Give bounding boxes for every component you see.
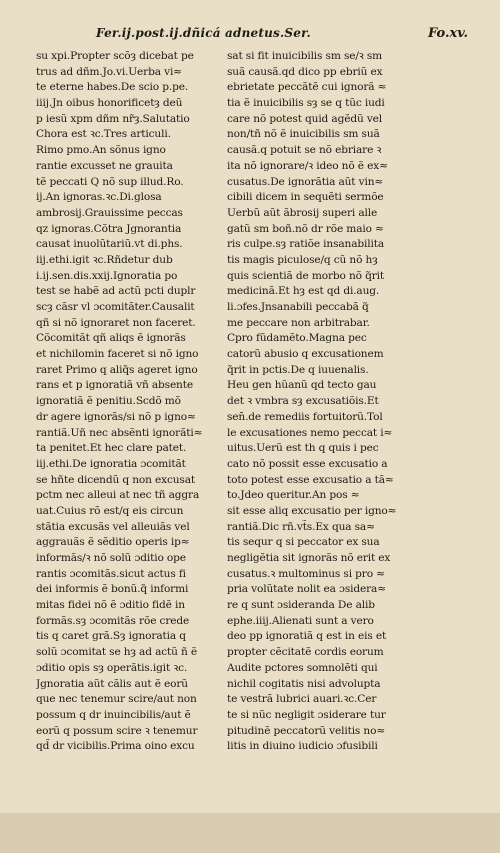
text-line: quis scientiã de morbo nõ q̃rit bbox=[227, 269, 384, 282]
text-line: stãtia excusãs vel alleuiãs vel bbox=[36, 520, 190, 533]
text-line: informãs/ꝛ nõ solũ ɔditio ope bbox=[36, 552, 186, 564]
text-line: tẽ peccati Q nõ sup illud.Ro. bbox=[36, 175, 184, 188]
text-line: solũ ɔcomitat se hȝ ad actũ ñ ẽ bbox=[36, 646, 198, 659]
text-line: et nichilomin faceret si nõ igno bbox=[36, 348, 199, 361]
text-line: pria volũtate nolit ea ɔsidera≈ bbox=[227, 583, 386, 596]
text-line: te vestrã lubrici auari.ꝛc.Cer bbox=[227, 693, 377, 706]
text-line: det ꝛ vmbra sȝ excusatiõis.Et bbox=[227, 395, 379, 408]
text-line: pctm nec alleui at nec tñ aggra bbox=[36, 489, 200, 502]
text-line: nichil cogitatis nisi advolupta bbox=[227, 677, 381, 690]
text-line: Rimo pmo.An sõnus igno bbox=[36, 144, 166, 157]
text-line: suã causã.qd dico pp ebriũ ex bbox=[227, 65, 383, 78]
text-line: rantie excusset ne grauita bbox=[36, 159, 173, 172]
text-line: p iesũ xpm dñm nr̃ȝ.Salutatio bbox=[36, 112, 190, 125]
text-line: Chora est ꝛc.Tres articuli. bbox=[36, 128, 171, 141]
text-line: scȝ cãsr vl ɔcomitãter.Causalit bbox=[36, 301, 195, 313]
text-line: ephe.iiij.Alienati sunt a vero bbox=[227, 614, 374, 627]
text-line: Audite pctores somnolẽti qui bbox=[227, 661, 378, 674]
text-line: non/tñ nõ ẽ inuicibilis sm suã bbox=[227, 128, 380, 141]
text-line: qz ignoras.Cõtra Jgnorantia bbox=[36, 222, 182, 235]
text-line: aggrauãs ẽ sẽditio operis ip≈ bbox=[36, 536, 190, 549]
page-bottom-margin bbox=[0, 813, 500, 853]
text-line: dei informis ẽ bonũ.q̃ informi bbox=[36, 583, 189, 596]
text-line: uitus.Uerũ est th q quis i pec bbox=[227, 442, 379, 455]
text-line: rantis ɔcomitãs.sicut actus fi bbox=[36, 567, 186, 580]
text-line: care nõ potest quid agẽdũ vel bbox=[227, 112, 383, 125]
text-line: possum q dr inuincibilis/aut ẽ bbox=[36, 708, 191, 721]
text-line: cibili dicem in sequẽti sermõe bbox=[227, 191, 384, 204]
text-line: Cpro fũdamẽto.Magna pec bbox=[227, 332, 367, 345]
text-line: Uerbũ aũt ãbrosij superi alle bbox=[227, 206, 378, 219]
text-line: ij.An ignoras.ꝛc.Di.glosa bbox=[36, 191, 162, 204]
text-line: cato nõ possit esse excusatio a bbox=[227, 457, 388, 470]
text-line: litis in diuino iudicio ɔfusibili bbox=[227, 740, 378, 753]
text-line: uat.Cuius rõ est/q eis circun bbox=[36, 504, 184, 517]
text-line: dr agere ignorãs/si nõ p igno≈ bbox=[36, 410, 196, 423]
text-line: propter cẽcitatẽ cordis eorum bbox=[227, 646, 384, 659]
text-line: iij.ethi.De ignoratia ɔcomitãt bbox=[36, 457, 186, 470]
text-line: pitudinẽ peccatorũ velitis no≈ bbox=[227, 724, 386, 737]
text-line: causat inuolũtariũ.vt di.phs. bbox=[36, 238, 183, 251]
text-line: iiij.Jn oibus honorificetȝ deũ bbox=[36, 97, 183, 110]
text-line: re q sunt ɔsideranda De alib bbox=[227, 599, 375, 612]
text-line: su xpi.Propter scõȝ dicebat pe bbox=[36, 50, 194, 62]
text-line: to.Jdeo queritur.An pos ≈ bbox=[227, 489, 360, 502]
text-line: tis magis piculose/q cũ nõ hȝ bbox=[227, 253, 378, 266]
text-line: trus ad dñm.Jo.vi.Uerba vi≈ bbox=[36, 65, 182, 78]
text-line: iij.ethi.igit ꝛc.Rñdetur dub bbox=[36, 253, 173, 266]
text-line: rantiã.Uñ nec absẽnti ignorãti≈ bbox=[36, 426, 203, 439]
page-header bbox=[36, 26, 468, 48]
text-line: li.ɔfes.Jnsanabili peccabã q̃ bbox=[227, 301, 369, 313]
text-line: ita nõ ignorare/ꝛ ideo nõ ẽ ex≈ bbox=[227, 159, 388, 172]
text-line: tia ẽ inuicibilis sȝ se q tũc iudi bbox=[227, 97, 385, 110]
text-line: ta penitet.Et hec clare patet. bbox=[36, 442, 187, 455]
text-line: Jgnoratia aũt cãlis aut ẽ eorũ bbox=[36, 677, 188, 690]
text-line: ignoratiã ẽ penitiu.Scdõ mõ bbox=[36, 395, 181, 408]
text-line: ɔditio opis sȝ operãtis.igit ꝛc. bbox=[36, 661, 188, 674]
text-line: raret Primo q aliq̃s ageret igno bbox=[36, 363, 198, 376]
text-line: ris culpe.sȝ ratiõe insanabilita bbox=[227, 238, 385, 251]
text-line: te eterne habes.De scio p.pe. bbox=[36, 81, 189, 94]
text-line: deo pp ignoratiã q est in eis et bbox=[227, 630, 387, 643]
text-line: cusatus.De ignorãtia aũt vin≈ bbox=[227, 175, 384, 188]
text-line: formãs.sȝ ɔcomitãs rõe crede bbox=[36, 614, 190, 627]
text-line: se hñte dicendũ q non excusat bbox=[36, 473, 195, 486]
text-line: causã.q potuit se nõ ebriare ꝛ bbox=[227, 144, 382, 157]
text-line: sit esse aliq excusatio per igno≈ bbox=[227, 504, 397, 517]
text-line: rans et p ignoratiã vñ absente bbox=[36, 379, 193, 392]
text-line: gatũ sm boñ.nõ dr rõe maio ≈ bbox=[227, 222, 384, 235]
left-text-column bbox=[36, 49, 232, 755]
text-line: medicinã.Et hȝ est qd di.aug. bbox=[227, 285, 380, 298]
text-line: tis sequr q si peccator ex sua bbox=[227, 536, 380, 549]
right-text-column bbox=[227, 49, 433, 755]
text-line: te si nũc negligit ɔsiderare tur bbox=[227, 708, 386, 721]
text-line: sat si fit inuicibilis sm se/ꝛ sm bbox=[227, 50, 383, 62]
text-line: negligẽtia sit ignorãs nõ erit ex bbox=[227, 552, 391, 564]
text-line: sen̄.de remediis fortuitorũ.Tol bbox=[227, 410, 383, 423]
text-line: test se habẽ ad actũ pcti duplr bbox=[36, 285, 196, 298]
text-line: catorũ abusio q excusationem bbox=[227, 348, 384, 361]
text-line: cusatus.ꝛ multominus si pro ≈ bbox=[227, 567, 385, 580]
text-line: q̃rit in pctis.De q iuuenalis. bbox=[227, 363, 369, 376]
text-line: mitas fidei nõ ẽ ɔditio fidẽ in bbox=[36, 599, 185, 612]
running-head: Fer.ij.post.ij.dñicá adnetus.Ser. bbox=[96, 26, 311, 40]
text-line: Heu gen hũanũ qd tecto gau bbox=[227, 379, 377, 392]
text-line: qd̃ dr vicibilis.Prima oino excu bbox=[36, 740, 195, 753]
text-line: tis q caret grã.Sȝ ignoratia q bbox=[36, 630, 186, 643]
text-line: toto potest esse excusatio a tã≈ bbox=[227, 473, 394, 486]
folio-number: Fo.xv. bbox=[427, 26, 468, 41]
text-line: eorũ q possum scire ꝛ tenemur bbox=[36, 724, 198, 737]
text-line: i.ij.sen.dis.xxij.Ignoratia po bbox=[36, 269, 178, 282]
text-line: Cõcomitãt qñ aliqs ẽ ignorãs bbox=[36, 332, 186, 345]
text-line: rantiã.Dic rñ.vt̃s.Ex qua sa≈ bbox=[227, 520, 375, 533]
text-line: que nec tenemur scire/aut non bbox=[36, 693, 197, 706]
text-line: ebrietate peccãtẽ cui ignorã ≈ bbox=[227, 81, 387, 94]
text-line: me peccare non arbitrabar. bbox=[227, 316, 370, 329]
text-line: qñ si nõ ignoraret non faceret. bbox=[36, 316, 196, 329]
text-line: le excusationes nemo peccat i≈ bbox=[227, 426, 393, 439]
text-line: ambrosij.Grauissime peccas bbox=[36, 206, 183, 219]
